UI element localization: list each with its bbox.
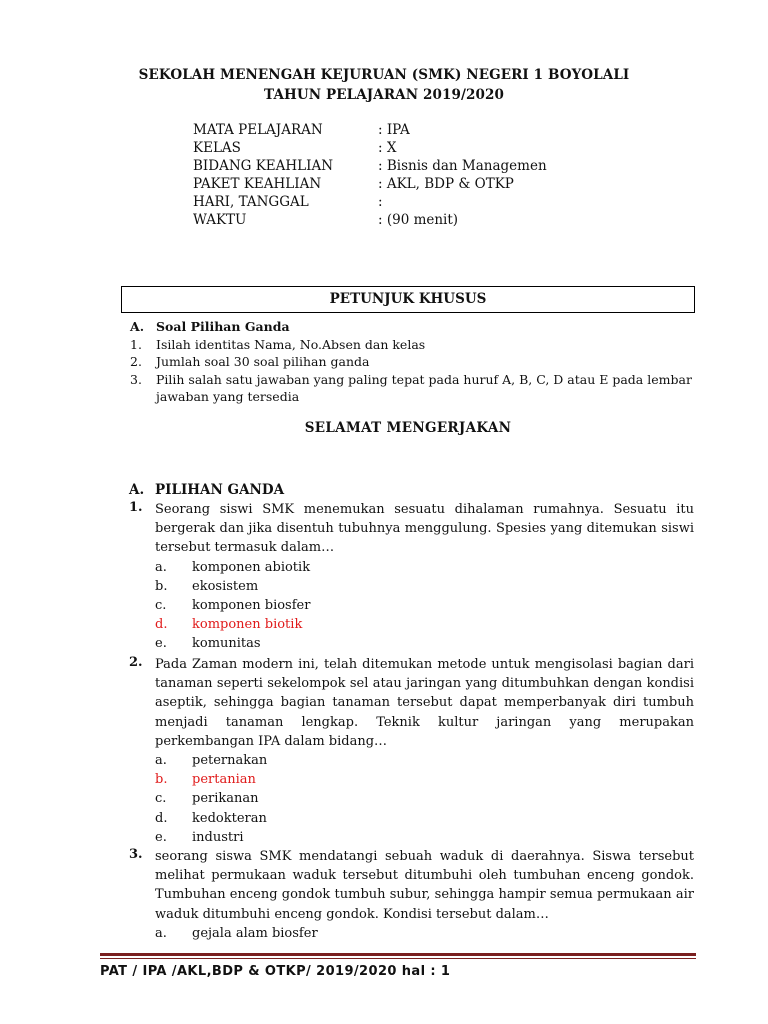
instruction-number: 1. xyxy=(130,336,142,352)
answer-options xyxy=(155,924,694,943)
identity-label: MATA PELAJARAN xyxy=(193,122,323,138)
answer-option[interactable] xyxy=(155,577,694,596)
option-text: industri xyxy=(192,829,244,845)
option-letter: e. xyxy=(155,829,167,845)
answer-options xyxy=(155,751,694,847)
section-letter: A. xyxy=(129,482,145,498)
school-title: SEKOLAH MENENGAH KEJURUAN (SMK) NEGERI 1 BOYOLALI xyxy=(138,67,630,83)
question-text: Pada Zaman modern ini, telah ditemukan metode untuk mengisolasi bagian dari tanaman seperti sekelompok sel atau jaringan yang ditumbuhkan dengan kondisi aseptik, sehingga bagian tanaman tersebut dapat memperbanyak diri tumbuh menjadi tanaman lengkap. Teknik kultur jaringan yang merupakan perkembangan IPA dalam bidang… xyxy=(155,657,694,749)
answer-option[interactable] xyxy=(155,809,694,828)
option-text: komponen biosfer xyxy=(192,597,311,613)
option-text: komunitas xyxy=(192,636,261,652)
question-number: 3. xyxy=(129,847,143,862)
section-title: PILIHAN GANDA xyxy=(155,482,285,498)
identity-row-subject xyxy=(193,121,547,139)
option-letter: a. xyxy=(155,753,167,769)
instruction-text: Jumlah soal 30 soal pilihan ganda xyxy=(156,354,370,369)
instructions-section-letter: A. xyxy=(130,319,145,334)
instruction-number: 3. xyxy=(130,371,142,387)
option-text: ekosistem xyxy=(192,578,259,594)
option-letter: e. xyxy=(155,636,167,652)
question-number: 2. xyxy=(129,655,143,670)
identity-row-field xyxy=(193,157,547,175)
instruction-item xyxy=(130,371,696,406)
option-letter: d. xyxy=(155,617,168,633)
option-text: pertanian xyxy=(192,772,256,788)
identity-label: BIDANG KEAHLIAN xyxy=(193,158,334,174)
option-letter: d. xyxy=(155,810,168,826)
instructions-list xyxy=(130,318,696,406)
instructions-section-heading xyxy=(130,318,696,336)
section-heading xyxy=(129,482,284,498)
option-text: komponen biotik xyxy=(192,617,303,633)
question-text: seorang siswa SMK mendatangi sebuah waduk di daerahnya. Siswa tersebut melihat permukaan waduk tersebut ditumbuhi oleh tumbuhan enceng gondok. Tumbuhan enceng gondok tumbuh subur, sehingga hampir semua permukaan air waduk ditumbuhi enceng gondok. Kondisi tersebut dalam… xyxy=(155,849,694,922)
question-number: 1. xyxy=(129,500,143,515)
identity-value: : AKL, BDP & OTKP xyxy=(378,176,514,192)
identity-row-class xyxy=(193,139,547,157)
identity-value: : Bisnis dan Managemen xyxy=(378,158,547,174)
identity-label: KELAS xyxy=(193,140,241,156)
instructions-section-title: Soal Pilihan Ganda xyxy=(156,319,290,334)
option-text: komponen abiotik xyxy=(192,559,311,575)
answer-options xyxy=(155,558,694,654)
identity-value: : xyxy=(378,194,383,210)
option-text: kedokteran xyxy=(192,810,267,826)
question-2 xyxy=(129,655,694,847)
instruction-item xyxy=(130,336,696,354)
option-letter: a. xyxy=(155,559,167,575)
option-text: gejala alam biosfer xyxy=(192,925,318,941)
academic-year-title: TAHUN PELAJARAN 2019/2020 xyxy=(264,87,504,103)
answer-option[interactable] xyxy=(155,596,694,615)
question-text: Seorang siswi SMK menemukan sesuatu dihalaman rumahnya. Sesuatu itu bergerak dan jika disentuh tubuhnya menggulung. Spesies yang ditemukan siswi tersebut termasuk dalam… xyxy=(155,502,694,556)
instruction-text: Pilih salah satu jawaban yang paling tepat pada huruf A, B, C, D atau E pada lembar jawaban yang tersedia xyxy=(156,371,692,404)
identity-row-time xyxy=(193,211,547,229)
identity-label: HARI, TANGGAL xyxy=(193,194,309,210)
question-3 xyxy=(129,847,694,943)
identity-value: : X xyxy=(378,140,397,156)
instruction-item xyxy=(130,353,696,371)
page-footer: PAT / IPA /AKL,BDP & OTKP/ 2019/2020 hal : 1 xyxy=(100,964,451,979)
answer-option[interactable] xyxy=(155,634,694,653)
identity-value: : IPA xyxy=(378,122,410,138)
option-letter: c. xyxy=(155,597,167,613)
instruction-text: Isilah identitas Nama, No.Absen dan kelas xyxy=(156,336,426,352)
identity-table xyxy=(193,121,547,229)
answer-option[interactable] xyxy=(155,828,694,847)
answer-option[interactable] xyxy=(155,751,694,770)
option-letter: a. xyxy=(155,925,167,941)
answer-option[interactable] xyxy=(155,924,694,943)
answer-option[interactable] xyxy=(155,558,694,577)
greeting-heading: SELAMAT MENGERJAKAN xyxy=(304,420,512,436)
option-text: perikanan xyxy=(192,791,259,807)
option-text: peternakan xyxy=(192,753,268,769)
identity-row-package xyxy=(193,175,547,193)
question-1 xyxy=(129,500,694,654)
identity-value: : (90 menit) xyxy=(378,212,459,228)
identity-label: PAKET KEAHLIAN xyxy=(193,176,322,192)
identity-label: WAKTU xyxy=(193,212,247,228)
option-letter: b. xyxy=(155,772,168,788)
footer-rule-thin xyxy=(100,958,696,959)
answer-option[interactable] xyxy=(155,789,694,808)
footer-rule xyxy=(100,953,696,959)
identity-row-date xyxy=(193,193,547,211)
answer-option-correct[interactable] xyxy=(155,770,694,789)
instruction-number: 2. xyxy=(130,354,142,369)
answer-option-correct[interactable] xyxy=(155,615,694,634)
instructions-box-title: PETUNJUK KHUSUS xyxy=(121,286,695,313)
option-letter: c. xyxy=(155,791,167,807)
option-letter: b. xyxy=(155,578,168,594)
